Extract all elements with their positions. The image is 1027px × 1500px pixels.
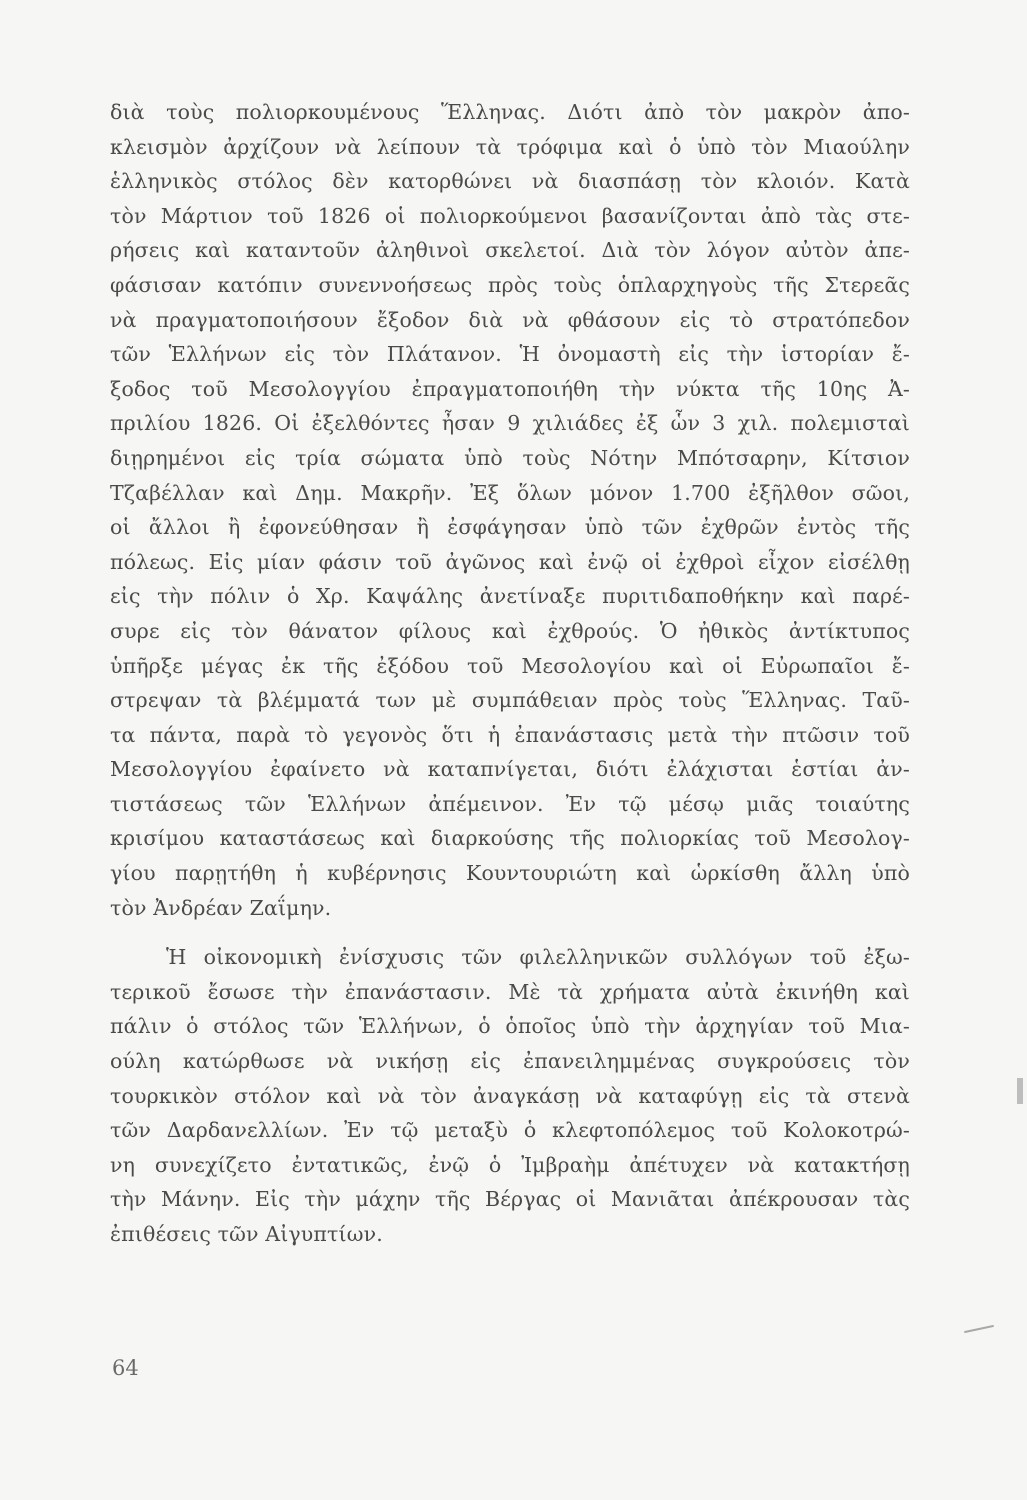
- text-line: Τζαβέλλαν καὶ Δημ. Μακρῆν. Ἐξ ὅλων μόνον 1.700 ἐξῆλθον σῶοι,: [110, 480, 910, 505]
- text-line: τιστάσεως τῶν Ἑλλήνων ἀπέμεινον. Ἐν τῷ μέσῳ μιᾶς τοιαύτης: [110, 791, 910, 816]
- text-line: διῃρημένοι εἰς τρία σώματα ὑπὸ τοὺς Νότην Μπότσαρην, Κίτσιον: [110, 445, 910, 470]
- text-line: πάλιν ὁ στόλος τῶν Ἑλλήνων, ὁ ὁποῖος ὑπὸ τὴν ἀρχηγίαν τοῦ Μια-: [110, 1014, 910, 1039]
- text-line: πριλίου 1826. Οἱ ἐξελθόντες ἦσαν 9 χιλιάδες ἐξ ὧν 3 χιλ. πολεμισταὶ: [110, 411, 910, 436]
- text-line: ούλη κατώρθωσε νὰ νικήσῃ εἰς ἐπανειλημμένας συγκρούσεις τὸν: [110, 1049, 910, 1074]
- text-line: νὰ πραγματοποιήσουν ἔξοδον διὰ νὰ φθάσουν εἰς τὸ στρατόπεδον: [110, 307, 910, 332]
- text-line: γίου παρῃτήθη ἡ κυβέρνησις Κουντουριώτη καὶ ὡρκίσθη ἄλλη ὑπὸ: [110, 861, 910, 886]
- text-line: τα πάντα, παρὰ τὸ γεγονὸς ὅτι ἡ ἐπανάστασις μετὰ τὴν πτῶσιν τοῦ: [110, 722, 910, 747]
- text-line: εἰς τὴν πόλιν ὁ Χρ. Καψάλης ἀνετίναξε πυριτιδαποθήκην καὶ παρέ-: [110, 584, 910, 609]
- binding-mark: [1017, 1078, 1023, 1104]
- text-line: διὰ τοὺς πολιορκουμένους Ἕλληνας. Διότι ἀπὸ τὸν μακρὸν ἀπο-: [110, 100, 910, 124]
- page-number: 64: [112, 1356, 139, 1380]
- text-line: τὸν Ἀνδρέαν Ζαΐμην.: [110, 895, 332, 920]
- text-line: τῶν Δαρδανελλίων. Ἐν τῷ μεταξὺ ὁ κλεφτοπόλεμος τοῦ Κολοκοτρώ-: [110, 1118, 910, 1143]
- text-line: στρεψαν τὰ βλέμματά των μὲ συμπάθειαν πρὸς τοὺς Ἕλληνας. Ταῦ-: [110, 688, 910, 713]
- text-line: τερικοῦ ἔσωσε τὴν ἐπανάστασιν. Μὲ τὰ χρήματα αὐτὰ ἐκινήθη καὶ: [110, 979, 910, 1004]
- text-line: φάσισαν κατόπιν συνεννοήσεως πρὸς τοὺς ὁπλαρχηγοὺς τῆς Στερεᾶς: [110, 272, 910, 297]
- text-line: ξοδος τοῦ Μεσολογγίου ἐπραγματοποιήθη τὴν νύκτα τῆς 10ης Ἀ-: [110, 376, 910, 401]
- text-line: οἱ ἄλλοι ἢ ἐφονεύθησαν ἢ ἐσφάγησαν ὑπὸ τῶν ἐχθρῶν ἐντὸς τῆς: [110, 515, 910, 540]
- text-line: ὑπῆρξε μέγας ἐκ τῆς ἐξόδου τοῦ Μεσολογίου καὶ οἱ Εὐρωπαῖοι ἔ-: [110, 653, 910, 678]
- body-text: [110, 95, 910, 1252]
- text-line: κρισίμου καταστάσεως καὶ διαρκούσης τῆς πολιορκίας τοῦ Μεσολογ-: [110, 826, 910, 851]
- text-line: συρε εἰς τὸν θάνατον φίλους καὶ ἐχθρούς. Ὁ ἠθικὸς ἀντίκτυπος: [110, 618, 910, 643]
- text-line: ἑλληνικὸς στόλος δὲν κατορθώνει νὰ διασπάσῃ τὸν κλοιόν. Κατὰ: [110, 169, 910, 194]
- pencil-mark: [964, 1325, 994, 1333]
- text-line: κλεισμὸν ἀρχίζουν νὰ λείπουν τὰ τρόφιμα καὶ ὁ ὑπὸ τὸν Μιαούλην: [110, 134, 910, 159]
- text-line: τουρκικὸν στόλον καὶ νὰ τὸν ἀναγκάσῃ νὰ καταφύγῃ εἰς τὰ στενὰ: [110, 1083, 910, 1108]
- text-line: πόλεως. Εἰς μίαν φάσιν τοῦ ἀγῶνος καὶ ἐνῷ οἱ ἐχθροὶ εἶχον εἰσέλθῃ: [110, 549, 910, 574]
- text-line: ἐπιθέσεις τῶν Αἰγυπτίων.: [110, 1222, 383, 1246]
- text-line: Μεσολογγίου ἐφαίνετο νὰ καταπνίγεται, διότι ἐλάχισται ἑστίαι ἀν-: [110, 757, 910, 782]
- paragraph-gap: [110, 925, 910, 940]
- text-line: τὸν Μάρτιον τοῦ 1826 οἱ πολιορκούμενοι βασανίζονται ἀπὸ τὰς στε-: [110, 203, 910, 228]
- text-line: Ἡ οἰκονομικὴ ἐνίσχυσις τῶν φιλελληνικῶν συλλόγων τοῦ ἐξω-: [166, 945, 910, 970]
- text-line: νη συνεχίζετο ἐντατικῶς, ἐνῷ ὁ Ἰμβραὴμ ἀπέτυχεν νὰ κατακτήσῃ: [110, 1152, 910, 1177]
- text-line: τῶν Ἑλλήνων εἰς τὸν Πλάτανον. Ἡ ὀνομαστὴ εἰς τὴν ἱστορίαν ἔ-: [110, 342, 910, 367]
- text-line: ρήσεις καὶ καταντοῦν ἀληθινοὶ σκελετοί. Διὰ τὸν λόγον αὐτὸν ἀπε-: [110, 238, 910, 263]
- text-line: τὴν Μάνην. Εἰς τὴν μάχην τῆς Βέργας οἱ Μανιᾶται ἀπέκρουσαν τὰς: [110, 1187, 910, 1212]
